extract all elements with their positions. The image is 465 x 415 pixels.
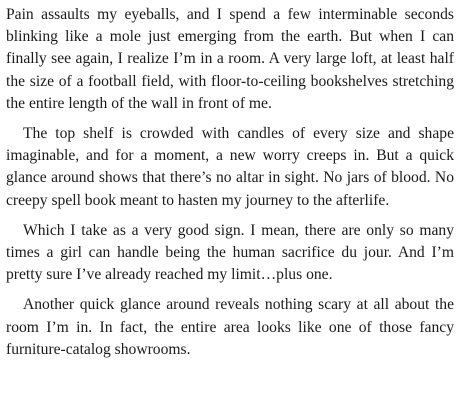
paragraph-2: The top shelf is crowded with candles of every size and shape imaginable, and for a moment, a new worry creeps in. But a quick glance around shows that there’s no altar in sight. No jars of blood. No creepy spell book meant to hasten my journey to the afterlife. [6, 125, 454, 209]
paragraph-3: Which I take as a very good sign. I mean, there are only so many times a girl can handle being the human sacrifice du jour. And I’m pretty sure I’ve already reached my limit…plus one. [6, 221, 454, 284]
paragraph-1: Pain assaults my eyeballs, and I spend a few interminable seconds blinking like a mole just emerging from the earth. But when I can finally see again, I realize I’m in a room. A very large loft, at least half the size of a football field, with floor-to-ceiling bookshelves stretching the entire length of the wall in front of me. [6, 6, 454, 112]
paragraph-4: Another quick glance around reveals nothing scary at all about the room I’m in. In fact, the entire area looks like one of those fancy furniture-catalog showrooms. [6, 296, 454, 358]
book-page [6, 4, 454, 369]
